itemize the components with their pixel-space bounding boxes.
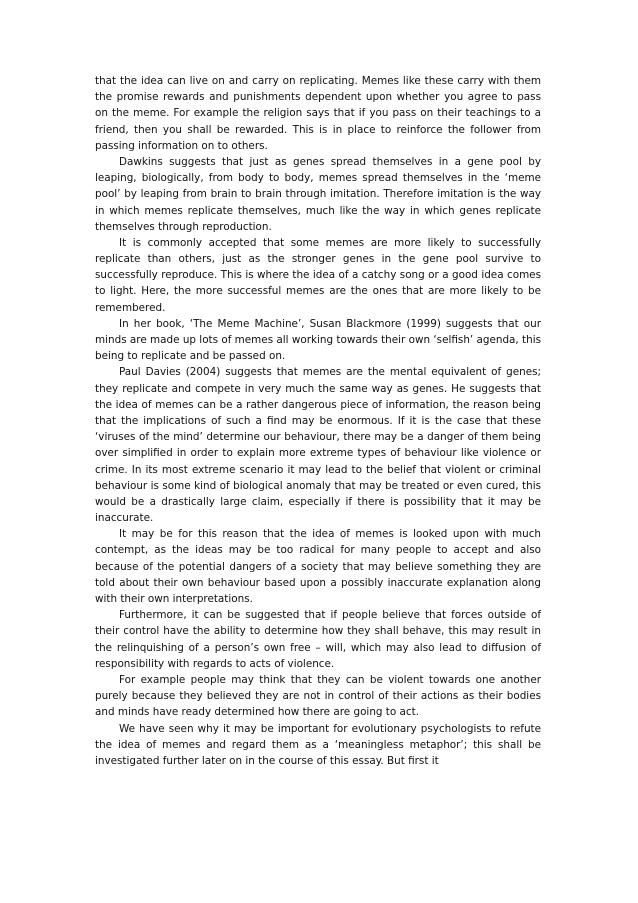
paragraph-7: Furthermore, it can be suggested that if people believe that forces outside of their control have the ability to determine how they shall behave, this may result in the relinquishing of a person’s own free – will, which may also lead to diffusion of responsibility with regards to acts of violence.: [95, 609, 541, 670]
paragraph-6: It may be for this reason that the idea of memes is looked upon with much contempt, as the ideas may be too radical for many people to accept and also because of the potential dangers of a society that may believe something they are told about their own behaviour based upon a possibly inaccurate explanation along with their own interpretations.: [95, 528, 541, 605]
paragraph-8: For example people may think that they can be violent towards one another purely because they believed they are not in control of their actions as their bodies and minds have ready determined how there are going to act.: [95, 673, 541, 719]
paragraph-1: that the idea can live on and carry on replicating. Memes like these carry with them the promise rewards and punishments dependent upon whether you agree to pass on the meme. For example the religion says that if you pass on their teachings to a friend, then you shall be rewarded. This is in place to reinforce the follower from passing information on to others.: [95, 75, 541, 152]
paragraph-2: Dawkins suggests that just as genes spread themselves in a gene pool by leaping, biologically, from body to body, memes spread themselves in the ‘meme pool’ by leaping from brain to brain through imitation. Therefore imitation is the way in which memes replicate themselves, much like the way in which genes replicate themselves through reproduction.: [95, 155, 541, 233]
paragraph-9: We have seen why it may be important for evolutionary psychologists to refute the idea of memes and regard them as a ‘meaningless metaphor’; this shall be investigated further later on in the course of this essay. But first it: [95, 722, 541, 767]
document-page: [95, 73, 541, 769]
paragraph-3: It is commonly accepted that some memes are more likely to successfully replicate than others, just as the stronger genes in the gene pool survive to successfully reproduce. This is where the idea of a catchy song or a good idea comes to light. Here, the more successful memes are the ones that are more likely to be remembered.: [95, 236, 541, 314]
paragraph-5: Paul Davies (2004) suggests that memes are the mental equivalent of genes; they replicate and compete in very much the same way as genes. He suggests that the idea of memes can be a rather dangerous piece of information, the reason being that the implications of such a find may be enormous. If it is the case that these ‘viruses of the mind’ determine our behaviour, there may be a danger of them being over simplified in order to explain more extreme types of behaviour like violence or crime. In its most extreme scenario it may lead to the belief that violent or criminal behaviour is some kind of biological anomaly that may be treated or even cured, this would be a drastically large claim, especially if there is possibility that it may be inaccurate.: [95, 366, 541, 525]
paragraph-4: In her book, ‘The Meme Machine’, Susan Blackmore (1999) suggests that our minds are made up lots of memes all working towards their own ‘selfish’ agenda, this being to replicate and be passed on.: [95, 317, 541, 363]
